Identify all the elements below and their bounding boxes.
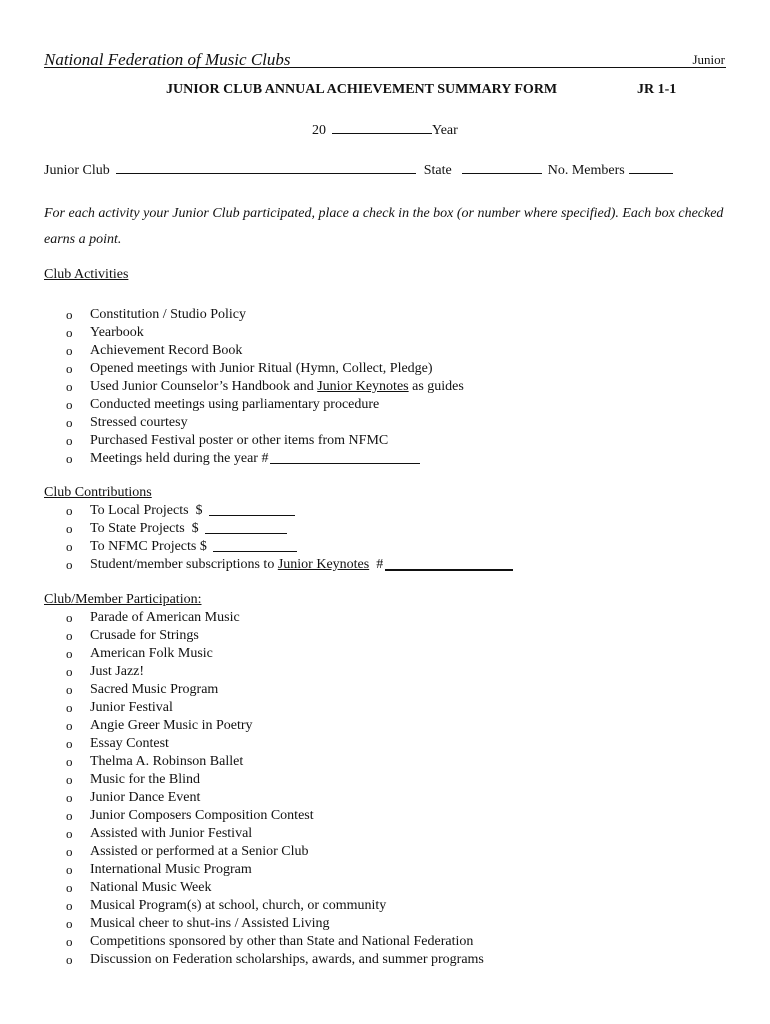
checkbox[interactable]: o: [66, 790, 73, 805]
list-item: o Achievement Record Book: [66, 343, 243, 358]
list-item: o Opened meetings with Junior Ritual (Hymn, Collect, Pledge): [66, 361, 433, 376]
club-activities-title: Club Activities: [44, 267, 129, 282]
checkbox[interactable]: o: [66, 539, 73, 554]
year-prefix: 20: [312, 123, 326, 138]
list-item: o Crusade for Strings: [66, 628, 199, 643]
list-item: o Essay Contest: [66, 736, 169, 751]
org-name: National Federation of Music Clubs: [44, 50, 291, 69]
checkbox[interactable]: o: [66, 610, 73, 625]
list-item: o Musical Program(s) at school, church, or community: [66, 898, 387, 913]
list-item: o Sacred Music Program: [66, 682, 219, 697]
checkbox[interactable]: o: [66, 862, 73, 877]
list-item: o Stressed courtesy: [66, 415, 188, 430]
checkbox[interactable]: o: [66, 451, 73, 466]
list-item: o Just Jazz!: [66, 664, 145, 679]
instructions: For each activity your Junior Club participated, place a check in the box (or number where specified). Each box checked earns a point.: [44, 206, 724, 247]
subscriptions-count-line[interactable]: [385, 556, 513, 571]
checkbox[interactable]: o: [66, 379, 73, 394]
checkbox[interactable]: o: [66, 361, 73, 376]
year-input-line[interactable]: [332, 121, 432, 134]
list-item: o National Music Week: [66, 880, 212, 895]
list-item: o Discussion on Federation scholarships, awards, and summer programs: [66, 952, 484, 967]
state-label: State: [423, 163, 452, 178]
members-line[interactable]: [629, 161, 673, 174]
state-line[interactable]: [462, 161, 542, 174]
checkbox[interactable]: o: [66, 521, 73, 536]
checkbox[interactable]: o: [66, 718, 73, 733]
checkbox[interactable]: o: [66, 664, 73, 679]
checkbox[interactable]: o: [66, 808, 73, 823]
list-item: o Junior Festival: [66, 700, 173, 715]
checkbox[interactable]: o: [66, 325, 73, 340]
year-label: Year: [432, 123, 458, 138]
list-item: o Competitions sponsored by other than State and National Federation: [66, 934, 474, 949]
list-item: o Yearbook: [66, 325, 144, 340]
checkbox[interactable]: o: [66, 682, 73, 697]
checkbox[interactable]: o: [66, 952, 73, 967]
club-label: Junior Club: [44, 163, 110, 178]
list-item: o Musical cheer to shut-ins / Assisted Living: [66, 916, 330, 931]
checkbox[interactable]: o: [66, 628, 73, 643]
checkbox[interactable]: o: [66, 736, 73, 751]
year-row: [312, 121, 458, 139]
checkbox[interactable]: o: [66, 754, 73, 769]
list-item: o Used Junior Counselor’s Handbook and Junior Keynotes as guides: [66, 379, 464, 394]
list-item: o Student/member subscriptions to Junior Keynotes #: [66, 556, 513, 574]
form-code: JR 1-1: [637, 82, 677, 97]
club-activities-list: [66, 306, 464, 468]
list-item: o To NFMC Projects $: [66, 538, 513, 556]
list-item: o To State Projects $: [66, 520, 513, 538]
list-item: o Junior Dance Event: [66, 790, 201, 805]
meetings-count-line[interactable]: [270, 450, 420, 464]
checkbox[interactable]: o: [66, 415, 73, 430]
checkbox[interactable]: o: [66, 826, 73, 841]
checkbox[interactable]: o: [66, 700, 73, 715]
checkbox[interactable]: o: [66, 916, 73, 931]
form-title: JUNIOR CLUB ANNUAL ACHIEVEMENT SUMMARY FORM: [166, 82, 558, 97]
checkbox[interactable]: o: [66, 343, 73, 358]
checkbox[interactable]: o: [66, 397, 73, 412]
club-contributions-title: Club Contributions: [44, 485, 152, 500]
list-item: o American Folk Music: [66, 646, 213, 661]
checkbox[interactable]: o: [66, 646, 73, 661]
checkbox[interactable]: o: [66, 433, 73, 448]
participation-list: [66, 609, 484, 969]
checkbox[interactable]: o: [66, 934, 73, 949]
list-item: o International Music Program: [66, 862, 252, 877]
state-amount-line[interactable]: [205, 520, 287, 534]
header-rule: [44, 67, 726, 68]
members-label: No. Members: [547, 163, 625, 178]
list-item: o Angie Greer Music in Poetry: [66, 718, 253, 733]
list-item: o Thelma A. Robinson Ballet: [66, 754, 244, 769]
list-item: o Assisted with Junior Festival: [66, 826, 253, 841]
division-label: Junior: [692, 52, 725, 67]
checkbox[interactable]: o: [66, 772, 73, 787]
checkbox[interactable]: o: [66, 844, 73, 859]
list-item: o Conducted meetings using parliamentary procedure: [66, 397, 380, 412]
list-item: o Parade of American Music: [66, 610, 240, 625]
list-item: o Music for the Blind: [66, 772, 201, 787]
club-info-row: [44, 161, 673, 179]
nfmc-amount-line[interactable]: [213, 538, 297, 552]
list-item: o To Local Projects $: [66, 502, 513, 520]
list-item: o Meetings held during the year #: [66, 450, 464, 468]
club-name-line[interactable]: [116, 161, 416, 174]
checkbox[interactable]: o: [66, 503, 73, 518]
list-item: o Assisted or performed at a Senior Club: [66, 844, 309, 859]
checkbox[interactable]: o: [66, 307, 73, 322]
local-amount-line[interactable]: [209, 502, 295, 516]
participation-title: Club/Member Participation:: [44, 592, 202, 607]
list-item: o Junior Composers Composition Contest: [66, 808, 314, 823]
club-contributions-list: [66, 502, 513, 574]
checkbox[interactable]: o: [66, 557, 73, 572]
checkbox[interactable]: o: [66, 880, 73, 895]
list-item: o Constitution / Studio Policy: [66, 307, 246, 322]
list-item: o Purchased Festival poster or other items from NFMC: [66, 433, 389, 448]
checkbox[interactable]: o: [66, 898, 73, 913]
